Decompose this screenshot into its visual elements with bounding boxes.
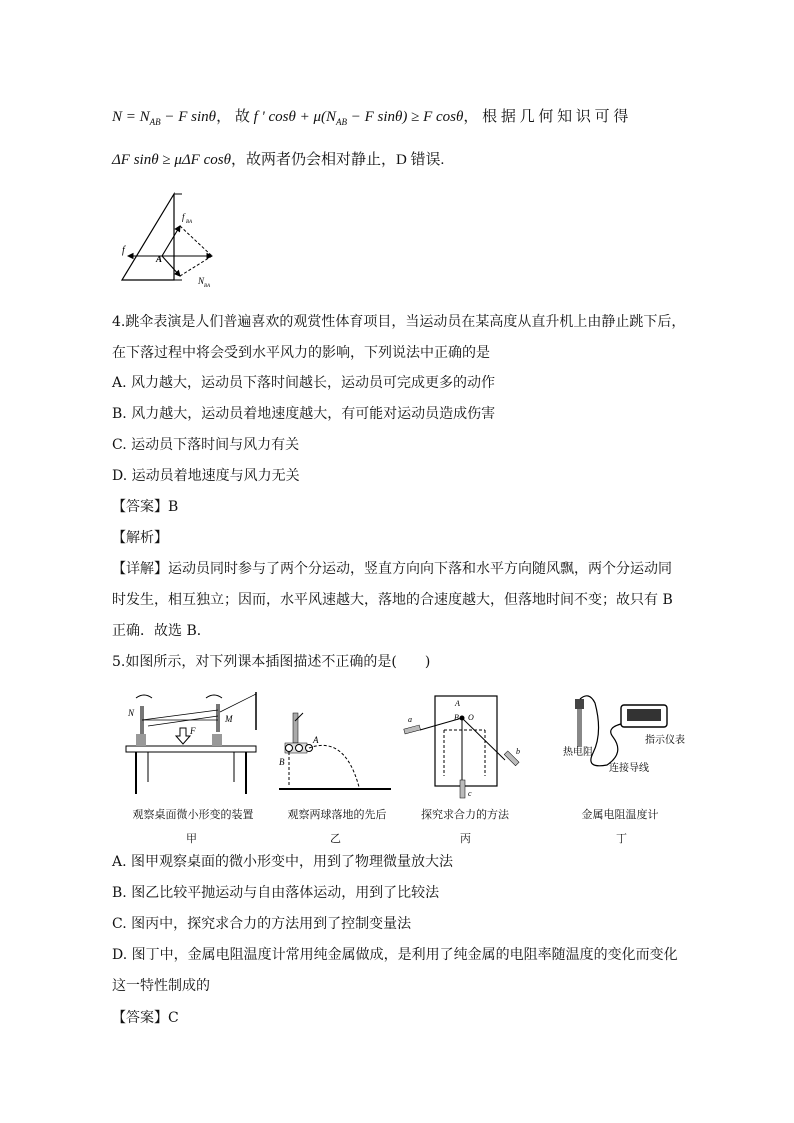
label-thermo: 热电阻 xyxy=(563,747,593,758)
label-wire: 连接导线 xyxy=(609,763,649,774)
force-diagram xyxy=(112,190,232,290)
label-yi: 乙 xyxy=(330,832,341,845)
q5-option-a: A. 图甲观察桌面的微小形变中，用到了物理微量放大法 xyxy=(112,854,454,870)
q4-option-c: C. 运动员下落时间与风力有关 xyxy=(112,437,300,453)
eq-text: ，故两者仍会相对静止，D 错误. xyxy=(230,152,445,168)
eq-sub: AB xyxy=(335,117,347,127)
label-meter: 指示仪表 xyxy=(645,735,685,746)
eq-sub: AB xyxy=(149,117,161,127)
eq-part: ΔF sinθ ≥ μΔF cosθ xyxy=(112,152,231,168)
label-b: B xyxy=(279,757,285,767)
figure-panel-yi xyxy=(275,705,395,800)
label-c-a: A xyxy=(455,699,460,708)
q4-answer: 【答案】B xyxy=(112,499,179,515)
q5-option-c: C. 图丙中，探究求合力的方法用到了控制变量法 xyxy=(112,916,412,932)
q4-detail-2: 时发生，相互独立；因而，水平风速越大，落地的合速度越大，但落地时间不变；故只有 B xyxy=(112,592,673,608)
eq-text: ， 故 xyxy=(216,109,254,125)
eq-text: ， 根 据 几 何 知 识 可 得 xyxy=(463,109,629,125)
label-f: F xyxy=(190,726,196,736)
nba-label: N xyxy=(198,276,205,286)
eq-part: − F sinθ xyxy=(160,109,217,125)
eq-part: − F sinθ) ≥ F cosθ xyxy=(346,109,464,125)
nba-sub: BA xyxy=(204,284,211,289)
label-c-b: B xyxy=(454,713,459,722)
eq-part: f ' cosθ + μ(N xyxy=(253,109,336,125)
fba-sub: BA xyxy=(186,220,193,225)
f-label: f xyxy=(122,245,125,256)
figure-panel-ding xyxy=(555,693,705,783)
fba-label: f xyxy=(182,212,185,222)
label-c-c: c xyxy=(468,789,472,798)
q4-option-b: B. 风力越大，运动员着地速度越大，有可能对运动员造成伤害 xyxy=(112,406,496,422)
eq-part: N = N xyxy=(112,109,150,125)
caption-bing: 探究求合力的方法 xyxy=(421,808,509,821)
equation-line-1 xyxy=(112,107,628,132)
figure-panel-bing xyxy=(400,692,530,802)
label-m: M xyxy=(225,714,233,724)
label-bing: 丙 xyxy=(460,832,471,845)
point-a-label: A xyxy=(156,254,163,264)
q5-stem: 5.如图所示，对下列课本插图描述不正确的是( ) xyxy=(112,654,431,670)
q5-answer: 【答案】C xyxy=(112,1010,179,1026)
figure-panel-jia xyxy=(118,690,268,800)
q4-detail-1: 【详解】运动员同时参与了两个分运动，竖直方向向下落和水平方向随风飘，两个分运动同 xyxy=(112,561,672,577)
q5-option-b: B. 图乙比较平抛运动与自由落体运动，用到了比较法 xyxy=(112,885,440,901)
equation-line-2 xyxy=(112,150,444,170)
q4-detail-3: 正确．故选 B． xyxy=(112,623,211,639)
q4-stem-1: 4.跳伞表演是人们普遍喜欢的观赏性体育项目，当运动员在某高度从直升机上由静止跳下后， xyxy=(112,314,686,330)
label-jia: 甲 xyxy=(186,832,197,845)
label-c-a-lower: a xyxy=(408,715,412,724)
q4-option-a: A. 风力越大，运动员下落时间越长，运动员可完成更多的动作 xyxy=(112,375,496,391)
label-c-o: O xyxy=(468,713,474,722)
caption-yi: 观察两球落地的先后 xyxy=(287,808,387,821)
q5-option-d-1: D. 图丁中，金属电阻温度计常用纯金属做成，是利用了纯金属的电阻率随温度的变化而变化 xyxy=(112,947,678,963)
label-ding: 丁 xyxy=(616,832,627,845)
label-c-b-lower: b xyxy=(516,747,520,756)
q5-option-d-2: 这一特性制成的 xyxy=(112,978,210,994)
caption-ding: 金属电阻温度计 xyxy=(581,808,659,821)
label-n: N xyxy=(128,708,135,718)
caption-jia: 观察桌面微小形变的装置 xyxy=(132,808,254,821)
label-a: A xyxy=(313,735,319,745)
q4-analysis-heading: 【解析】 xyxy=(112,530,168,546)
q4-option-d: D. 运动员着地速度与风力无关 xyxy=(112,468,300,484)
q4-stem-2: 在下落过程中将会受到水平风力的影响，下列说法中正确的是 xyxy=(112,345,490,361)
